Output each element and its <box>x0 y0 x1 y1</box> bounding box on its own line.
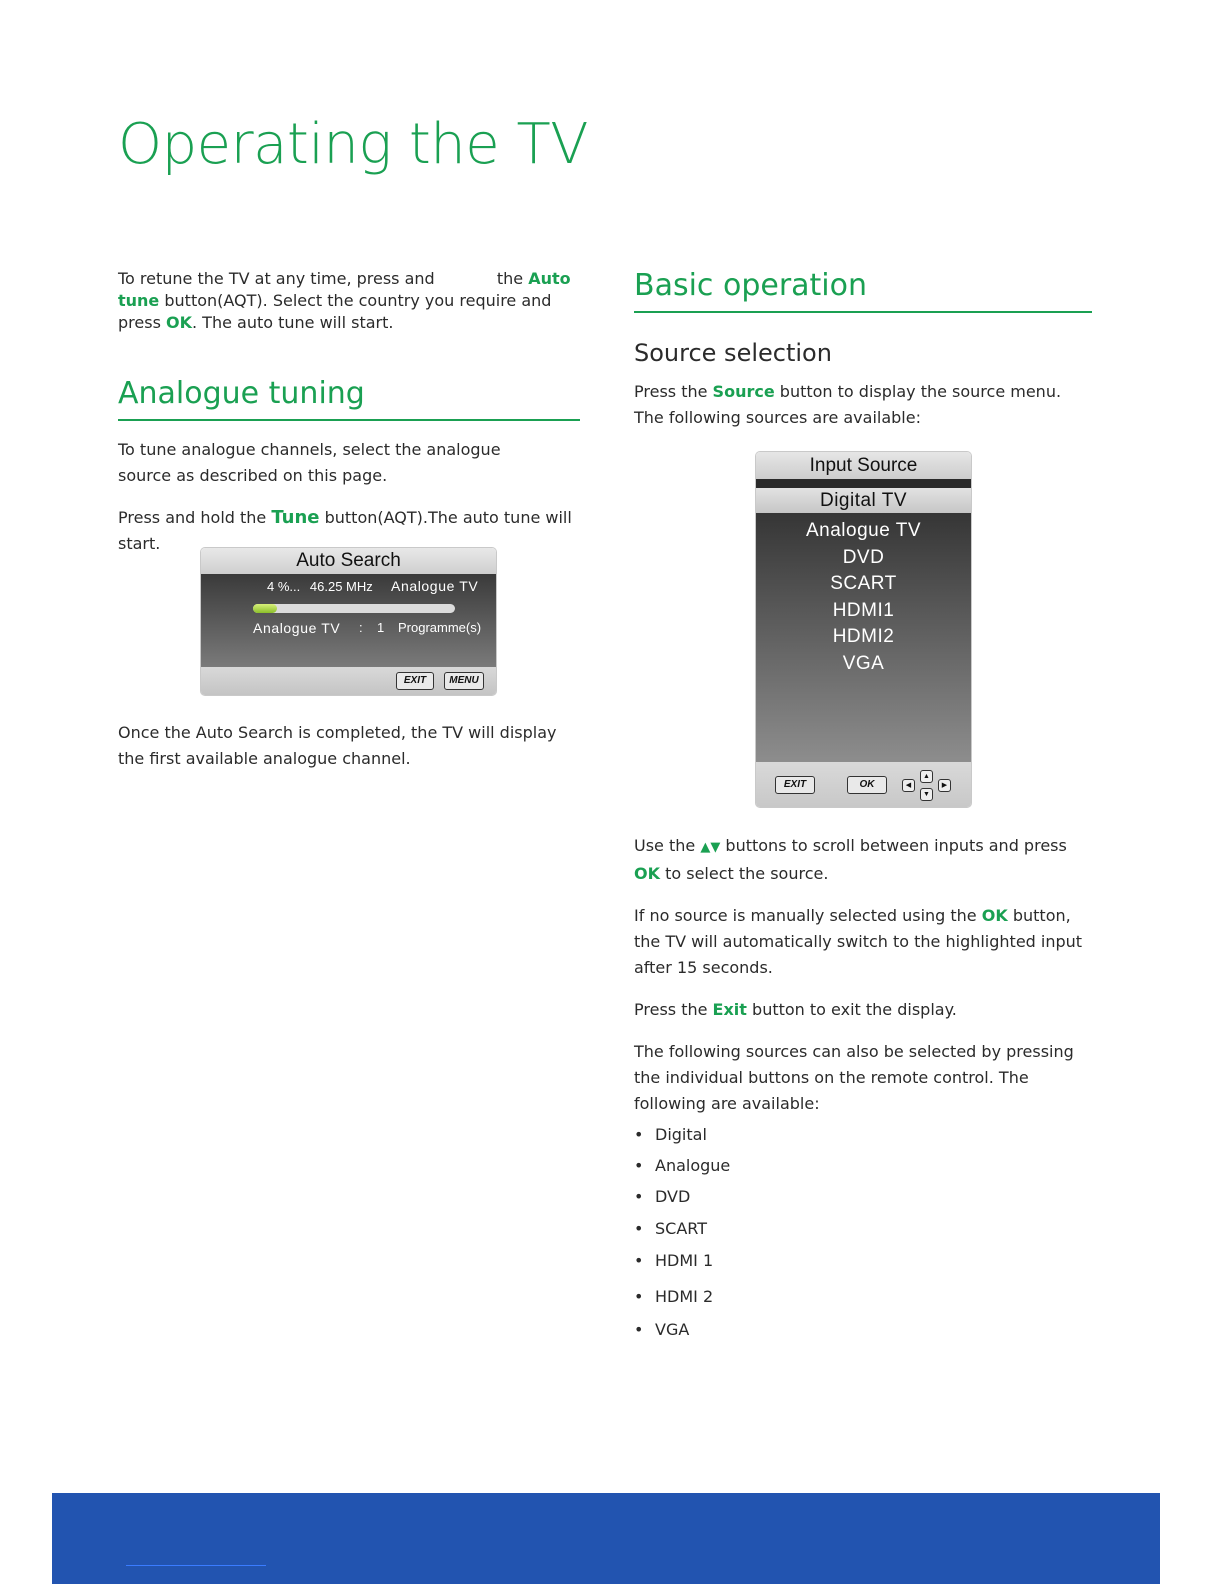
footer-link-underline[interactable] <box>126 1565 266 1566</box>
ok-keyword: OK <box>981 906 1008 925</box>
list-item: • DVD <box>634 1187 1094 1207</box>
scan-source: Analogue TV <box>391 578 479 594</box>
scan-status-row <box>267 579 373 594</box>
scan-progress-fill <box>253 604 277 613</box>
up-arrow-icon[interactable]: ▲ <box>920 770 933 783</box>
input-source-footer <box>756 762 971 807</box>
input-source-title: Input Source <box>756 452 971 479</box>
exit-button[interactable]: EXIT <box>775 776 815 794</box>
p2-c: to select the source. <box>665 864 829 883</box>
right-column <box>634 268 1094 431</box>
p1-a: Press the <box>634 382 708 401</box>
list-item: • Digital <box>634 1125 1094 1145</box>
right-lower-text <box>634 833 1094 1340</box>
p4-a: Press the <box>634 1000 708 1019</box>
result-count: 1 <box>377 620 385 635</box>
down-arrow-icon[interactable]: ▼ <box>920 788 933 801</box>
ok-button[interactable]: OK <box>847 776 887 794</box>
list-item: • HDMI 2 <box>634 1287 1094 1307</box>
ok-keyword: OK <box>634 864 660 883</box>
p1-b: button to display the source menu. The following sources are available: <box>634 382 1062 427</box>
tune-keyword: Tune <box>271 507 320 528</box>
auto-tune-keyword: Auto tune <box>118 269 571 310</box>
result-colon: : <box>359 620 363 635</box>
scan-frequency: 46.25 MHz <box>309 579 373 594</box>
auto-search-body <box>201 574 496 667</box>
p4-b: button to exit the display. <box>752 1000 957 1019</box>
p2-a: Use the <box>634 836 696 855</box>
intro-text-c: button(AQT). Select the country you require and press <box>118 291 552 332</box>
right-arrow-icon[interactable]: ▶ <box>938 779 951 792</box>
list-item: • HDMI 1 <box>634 1251 1094 1271</box>
list-item: • SCART <box>634 1219 1094 1239</box>
menu-button[interactable]: MENU <box>444 672 484 690</box>
exit-keyword: Exit <box>712 1000 747 1019</box>
analogue-p2-b: button(AQT).The auto tune will start. <box>118 508 572 553</box>
page-title: Operating the TV <box>118 112 589 177</box>
result-label: Analogue TV <box>253 620 341 636</box>
source-paragraph-3 <box>634 903 1094 981</box>
source-item[interactable]: SCART <box>830 573 897 595</box>
source-paragraph-2 <box>634 833 1094 887</box>
source-paragraph-1 <box>634 379 1094 431</box>
input-source-separator <box>756 479 971 488</box>
input-source-list <box>756 488 971 762</box>
source-paragraph-4 <box>634 997 1094 1023</box>
intro-text-a: To retune the TV at any time, press and <box>118 269 435 288</box>
auto-search-dialog <box>201 548 496 695</box>
analogue-paragraph-1: To tune analogue channels, select the analogue source as described on this page. <box>118 440 501 485</box>
result-programmes: Programme(s) <box>398 620 482 635</box>
source-item[interactable]: Analogue TV <box>805 520 921 541</box>
source-item-selected[interactable]: Digital TV <box>756 488 971 513</box>
analogue-tuning-heading: Analogue tuning <box>118 376 580 421</box>
source-item[interactable]: HDMI2 <box>832 626 895 648</box>
source-bullet-list <box>634 1125 1094 1340</box>
p3-b: button, the TV will automatically switch to the highlighted input after 15 seconds. <box>634 906 1083 977</box>
list-item: • VGA <box>634 1320 1094 1340</box>
p3-a: If no source is manually selected using the <box>634 906 977 925</box>
list-item: • Analogue <box>634 1156 1094 1176</box>
analogue-p2-a: Press and hold the <box>118 508 267 527</box>
source-item[interactable]: VGA <box>842 652 885 674</box>
left-arrow-icon[interactable]: ◀ <box>902 779 915 792</box>
p2-b: buttons to scroll between inputs and press <box>725 836 1067 855</box>
intro-text-d: . The auto tune will start. <box>192 313 394 332</box>
intro-text-b: the <box>496 269 524 288</box>
source-keyword: Source <box>712 382 775 401</box>
intro-paragraph <box>118 268 593 334</box>
up-down-arrows-icon: ▲▼ <box>700 840 721 855</box>
after-dialog-paragraph: Once the Auto Search is completed, the TV will display the first available analogue channel. <box>118 723 557 768</box>
scan-percent: 4 <box>267 579 275 594</box>
scan-progress-track <box>253 604 455 613</box>
source-item[interactable]: HDMI1 <box>832 599 895 621</box>
footer-band <box>52 1493 1160 1584</box>
ok-keyword: OK <box>166 313 192 332</box>
basic-operation-heading: Basic operation <box>634 268 1092 313</box>
left-column <box>118 268 593 557</box>
exit-button[interactable]: EXIT <box>396 672 434 690</box>
source-selection-heading: Source selection <box>634 339 832 367</box>
scan-percent-suffix: %... <box>277 579 301 594</box>
source-paragraph-5: The following sources can also be selected by pressing the individual buttons on the remote control. The following are available: <box>634 1042 1074 1113</box>
source-item[interactable]: DVD <box>842 546 885 568</box>
auto-search-footer <box>201 667 496 695</box>
auto-search-title: Auto Search <box>201 548 496 574</box>
input-source-menu <box>756 452 971 807</box>
